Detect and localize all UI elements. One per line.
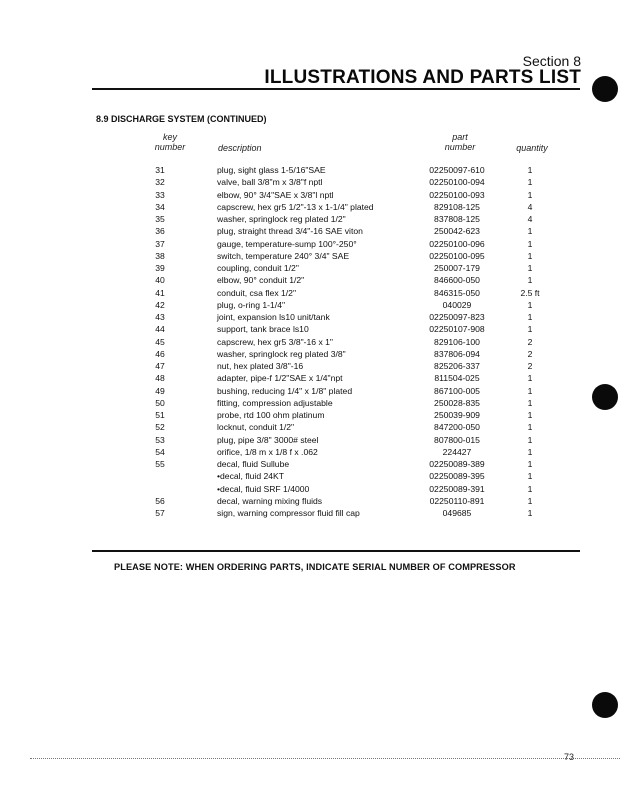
table-row [0, 348, 641, 360]
table-row [0, 372, 641, 384]
table-row [0, 225, 641, 237]
column-header-part [420, 132, 500, 152]
page-title: ILLUSTRATIONS AND PARTS LIST [264, 67, 581, 88]
table-row [0, 164, 641, 176]
table-row [0, 176, 641, 188]
quantity-cell: 1 [527, 373, 533, 384]
part-number-cell: 049685 [442, 508, 472, 518]
description-cell: washer, springlock reg plated 3/8" [217, 348, 346, 359]
key-number-cell: 55 [155, 459, 165, 469]
table-row [0, 409, 641, 421]
quantity-cell: 1 [527, 250, 533, 261]
quantity-cell: 1 [527, 446, 533, 457]
quantity-cell: 1 [527, 324, 533, 335]
table-row [0, 507, 641, 519]
key-number-cell: 33 [155, 189, 165, 200]
description-cell: •decal, fluid SRF 1/4000 [217, 483, 310, 494]
table-row [0, 299, 641, 311]
key-number-cell: 50 [155, 397, 165, 408]
part-number-cell: 250007-179 [434, 263, 480, 273]
part-number-cell: 02250089-391 [429, 483, 485, 494]
key-number-cell: 57 [155, 508, 165, 518]
part-number-cell: 250042-623 [434, 226, 480, 237]
key-number-cell: 36 [155, 226, 165, 237]
part-number-cell: 846315-050 [434, 287, 480, 298]
table-row [0, 434, 641, 446]
quantity-cell: 1 [527, 508, 533, 518]
table-row [0, 238, 641, 250]
quantity-cell: 1 [527, 177, 533, 188]
part-number-cell: 02250100-095 [429, 250, 485, 261]
description-cell: coupling, conduit 1/2" [217, 263, 299, 273]
key-number-cell: 45 [155, 336, 165, 347]
quantity-cell: 1 [527, 471, 533, 482]
part-number-cell: 837808-125 [434, 214, 480, 224]
table-row [0, 483, 641, 495]
column-header-key [148, 132, 192, 152]
description-cell: nut, hex plated 3/8"-16 [217, 361, 304, 371]
description-cell: support, tank brace ls10 [217, 324, 309, 335]
key-number-cell: 39 [155, 263, 165, 273]
part-number-cell: 846600-050 [434, 275, 480, 286]
key-number-cell: 46 [155, 348, 165, 359]
key-number-cell: 56 [155, 495, 165, 506]
part-number-cell: 02250097-823 [429, 312, 485, 322]
part-number-cell: 02250100-096 [429, 238, 485, 249]
part-number-cell: 02250110-891 [429, 495, 485, 506]
title-divider [92, 88, 580, 90]
table-row [0, 262, 641, 274]
part-number-cell: 224427 [442, 446, 472, 457]
table-row [0, 421, 641, 433]
description-cell: probe, rtd 100 ohm platinum [217, 410, 325, 420]
table-row [0, 360, 641, 372]
quantity-cell: 1 [527, 483, 533, 494]
column-header-part-line2: number [444, 142, 476, 152]
ordering-note: PLEASE NOTE: WHEN ORDERING PARTS, INDICATE SERIAL NUMBER OF COMPRESSOR [114, 562, 516, 572]
key-number-cell: 54 [155, 446, 165, 457]
key-number-cell: 41 [155, 287, 165, 298]
description-cell: fitting, compression adjustable [217, 397, 333, 408]
column-header-key-line2: number [154, 142, 186, 152]
table-row [0, 311, 641, 323]
description-cell: orifice, 1/8 m x 1/8 f x .062 [217, 446, 318, 457]
key-number-cell: 38 [155, 250, 165, 261]
quantity-cell: 2.5 ft [520, 287, 540, 298]
key-number-cell: 53 [155, 434, 165, 445]
key-number-cell: 49 [155, 385, 165, 396]
column-header-quantity: quantity [516, 143, 548, 153]
key-number-cell: 32 [155, 177, 165, 188]
part-number-cell: 02250100-093 [429, 189, 485, 200]
part-number-cell: 250039-909 [434, 410, 480, 420]
description-cell: locknut, conduit 1/2" [217, 422, 295, 433]
table-row [0, 287, 641, 299]
scan-artifact-line [30, 758, 620, 759]
description-cell: plug, sight glass 1-5/16"SAE [217, 165, 326, 175]
quantity-cell: 2 [527, 361, 533, 371]
description-cell: elbow, 90° 3/4"SAE x 3/8"l nptl [217, 189, 334, 200]
key-number-cell: 34 [155, 201, 165, 212]
description-cell: switch, temperature 240° 3/4" SAE [217, 250, 350, 261]
quantity-cell: 1 [527, 410, 533, 420]
key-number-cell: 37 [155, 238, 165, 249]
column-header-part-line1: part [452, 132, 468, 142]
quantity-cell: 1 [527, 226, 533, 237]
quantity-cell: 1 [527, 422, 533, 433]
key-number-cell: 31 [155, 165, 165, 175]
description-cell: plug, straight thread 3/4"-16 SAE viton [217, 226, 363, 237]
bottom-divider [92, 550, 580, 552]
description-cell: elbow, 90° conduit 1/2" [217, 275, 305, 286]
description-cell: washer, springlock reg plated 1/2" [217, 214, 346, 224]
description-cell: gauge, temperature-sump 100°-250° [217, 238, 357, 249]
description-cell: joint, expansion ls10 unit/tank [217, 312, 330, 322]
part-number-cell: 811504-025 [434, 373, 480, 384]
part-number-cell: 867100-005 [434, 385, 480, 396]
table-row [0, 397, 641, 409]
part-number-cell: 847200-050 [434, 422, 480, 433]
key-number-cell: 40 [155, 275, 165, 286]
quantity-cell: 1 [527, 275, 533, 286]
key-number-cell: 48 [155, 373, 165, 384]
description-cell: valve, ball 3/8"m x 3/8"f nptl [217, 177, 323, 188]
key-number-cell: 47 [155, 361, 165, 371]
key-number-cell: 42 [155, 299, 165, 310]
quantity-cell: 1 [527, 495, 533, 506]
part-number-cell: 02250089-395 [429, 471, 485, 482]
quantity-cell: 2 [527, 348, 533, 359]
part-number-cell: 02250097-610 [429, 165, 485, 175]
column-header-description: description [218, 143, 262, 153]
part-number-cell: 837806-094 [434, 348, 480, 359]
section-subheading: 8.9 DISCHARGE SYSTEM (CONTINUED) [96, 114, 267, 124]
section-label: Section 8 [522, 53, 581, 69]
quantity-cell: 4 [527, 201, 533, 212]
description-cell: •decal, fluid 24KT [217, 471, 285, 482]
quantity-cell: 1 [527, 397, 533, 408]
part-number-cell: 807800-015 [434, 434, 480, 445]
part-number-cell: 825206-337 [434, 361, 480, 371]
binder-hole-top [592, 76, 618, 102]
key-number-cell: 44 [155, 324, 165, 335]
table-row [0, 458, 641, 470]
table-row [0, 213, 641, 225]
quantity-cell: 1 [527, 459, 533, 469]
description-cell: adapter, pipe-f 1/2"SAE x 1/4"npt [217, 373, 343, 384]
part-number-cell: 02250107-908 [429, 324, 485, 335]
table-row [0, 495, 641, 507]
parts-table [0, 164, 641, 519]
quantity-cell: 4 [527, 214, 533, 224]
table-row [0, 385, 641, 397]
table-row [0, 250, 641, 262]
part-number-cell: 02250089-389 [429, 459, 485, 469]
quantity-cell: 1 [527, 299, 533, 310]
quantity-cell: 1 [527, 263, 533, 273]
table-row [0, 189, 641, 201]
part-number-cell: 040029 [442, 299, 472, 310]
part-number-cell: 02250100-094 [429, 177, 485, 188]
part-number-cell: 250028-835 [434, 397, 480, 408]
column-header-key-line1: key [162, 132, 177, 142]
binder-hole-bottom [592, 692, 618, 718]
table-row [0, 323, 641, 335]
description-cell: capscrew, hex gr5 1/2"-13 x 1-1/4" plated [217, 201, 374, 212]
description-cell: decal, fluid Sullube [217, 459, 290, 469]
description-cell: sign, warning compressor fluid fill cap [217, 508, 360, 518]
description-cell: capscrew, hex gr5 3/8"-16 x 1" [217, 336, 333, 347]
quantity-cell: 1 [527, 434, 533, 445]
key-number-cell: 43 [155, 312, 165, 322]
description-cell: decal, warning mixing fluids [217, 495, 323, 506]
key-number-cell: 35 [155, 214, 165, 224]
table-row [0, 336, 641, 348]
key-number-cell: 52 [155, 422, 165, 433]
table-row [0, 201, 641, 213]
key-number-cell: 51 [155, 410, 165, 420]
page-number: 73 [564, 752, 575, 762]
quantity-cell: 1 [527, 189, 533, 200]
quantity-cell: 1 [527, 238, 533, 249]
quantity-cell: 1 [527, 312, 533, 322]
description-cell: plug, pipe 3/8" 3000# steel [217, 434, 319, 445]
description-cell: conduit, csa flex 1/2" [217, 287, 297, 298]
quantity-cell: 1 [527, 165, 533, 175]
table-row [0, 470, 641, 482]
description-cell: plug, o-ring 1-1/4" [217, 299, 286, 310]
table-row [0, 446, 641, 458]
part-number-cell: 829106-100 [434, 336, 480, 347]
table-row [0, 274, 641, 286]
quantity-cell: 1 [527, 385, 533, 396]
quantity-cell: 2 [527, 336, 533, 347]
description-cell: bushing, reducing 1/4" x 1/8" plated [217, 385, 353, 396]
part-number-cell: 829108-125 [434, 201, 480, 212]
